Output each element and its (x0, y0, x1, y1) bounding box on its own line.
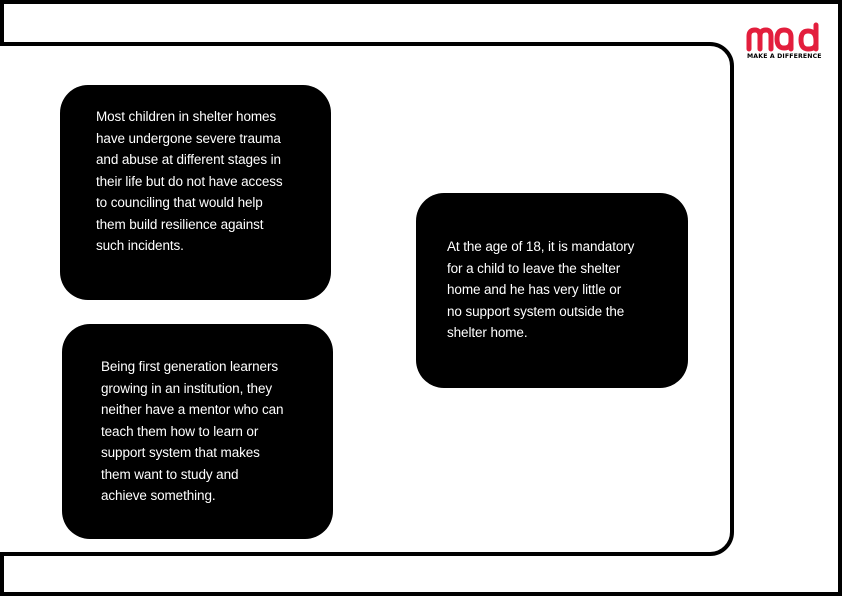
mad-logo (746, 22, 822, 62)
mad-logo-mark (746, 22, 820, 52)
mad-logo-text: MAKE A DIFFERENCE (747, 53, 822, 60)
info-card-trauma: Most children in shelter homes have undergone severe trauma and abuse at different stages in their life but do not have access to counciling that would help them build resilience against such incidents. (60, 85, 331, 300)
info-card-learners: Being first generation learners growing in an institution, they neither have a mentor who can teach them how to learn or support system that makes them want to study and achieve something. (62, 324, 333, 539)
info-card-age-18: At the age of 18, it is mandatory for a child to leave the shelter home and he has very little or no support system outside the shelter home. (416, 193, 688, 388)
